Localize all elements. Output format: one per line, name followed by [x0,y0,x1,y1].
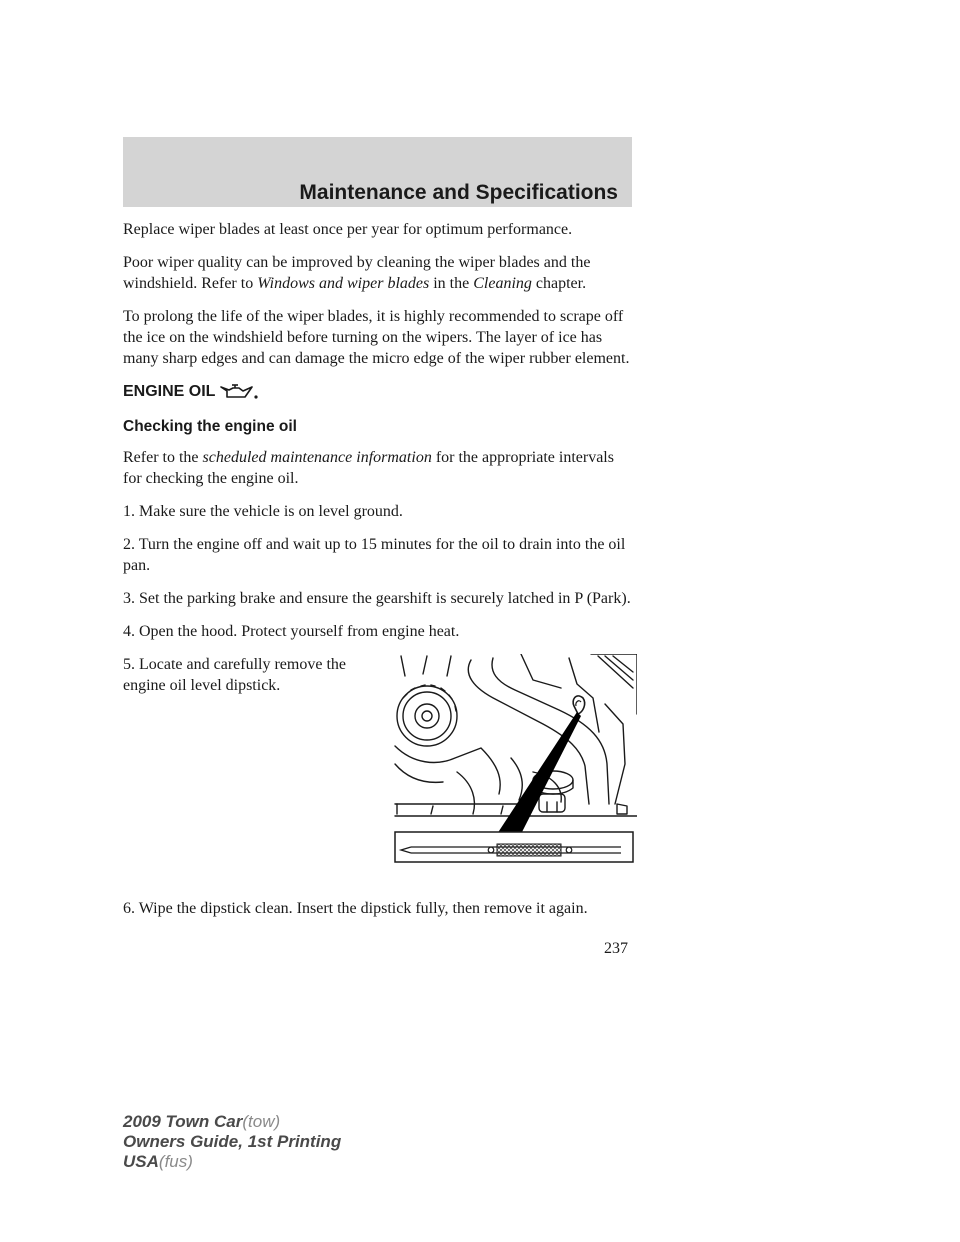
dipstick-illustration [393,654,637,876]
paragraph-wiper-quality: Poor wiper quality can be improved by cleaning the wiper blades and the windshield. Refer to Windows and wiper blades in the Cleaning chapter. [123,254,591,292]
step-6: 6. Wipe the dipstick clean. Insert the dipstick fully, then remove it again. [123,900,588,917]
step-2: 2. Turn the engine off and wait up to 15 minutes for the oil to drain into the oil pan. [123,536,626,574]
paragraph-refer-schedule: Refer to the scheduled maintenance information for the appropriate intervals for checking the engine oil. [123,449,614,487]
page-title: Maintenance and Specifications [299,181,618,204]
page-content [123,219,633,931]
header-band [123,137,632,207]
paragraph-wiper-ice: To prolong the life of the wiper blades, it is highly recommended to scrape off the ice on the windshield before turning on the wipers. The layer of ice has many sharp edges and can damage the micro edge of the wiper rubber element. [123,308,630,367]
footer-line-guide: Owners Guide, 1st Printing [123,1132,342,1151]
cross-reference-windows: Windows and wiper blades [257,275,430,292]
footer-line-region: USA(fus) [123,1152,193,1171]
cross-reference-cleaning: Cleaning [473,275,532,292]
cross-reference-schedule: scheduled maintenance information [202,449,432,466]
step-5: 5. Locate and carefully remove the engine oil level dipstick. [123,656,346,694]
step-3: 3. Set the parking brake and ensure the gearshift is securely latched in P (Park). [123,590,631,607]
step-4: 4. Open the hood. Protect yourself from engine heat. [123,623,460,640]
subheading-checking-oil: Checking the engine oil [123,418,297,435]
paragraph-wiper-replace: Replace wiper blades at least once per year for optimum performance. [123,221,573,238]
step-1: 1. Make sure the vehicle is on level ground. [123,503,403,520]
footer-line-model: 2009 Town Car(tow) [123,1112,281,1131]
footer-printing-info [123,1112,341,1172]
step-5-block [123,654,633,884]
oil-can-icon [219,382,259,402]
section-heading-engine-oil: ENGINE OIL [123,381,633,402]
page-number: 237 [604,940,628,957]
